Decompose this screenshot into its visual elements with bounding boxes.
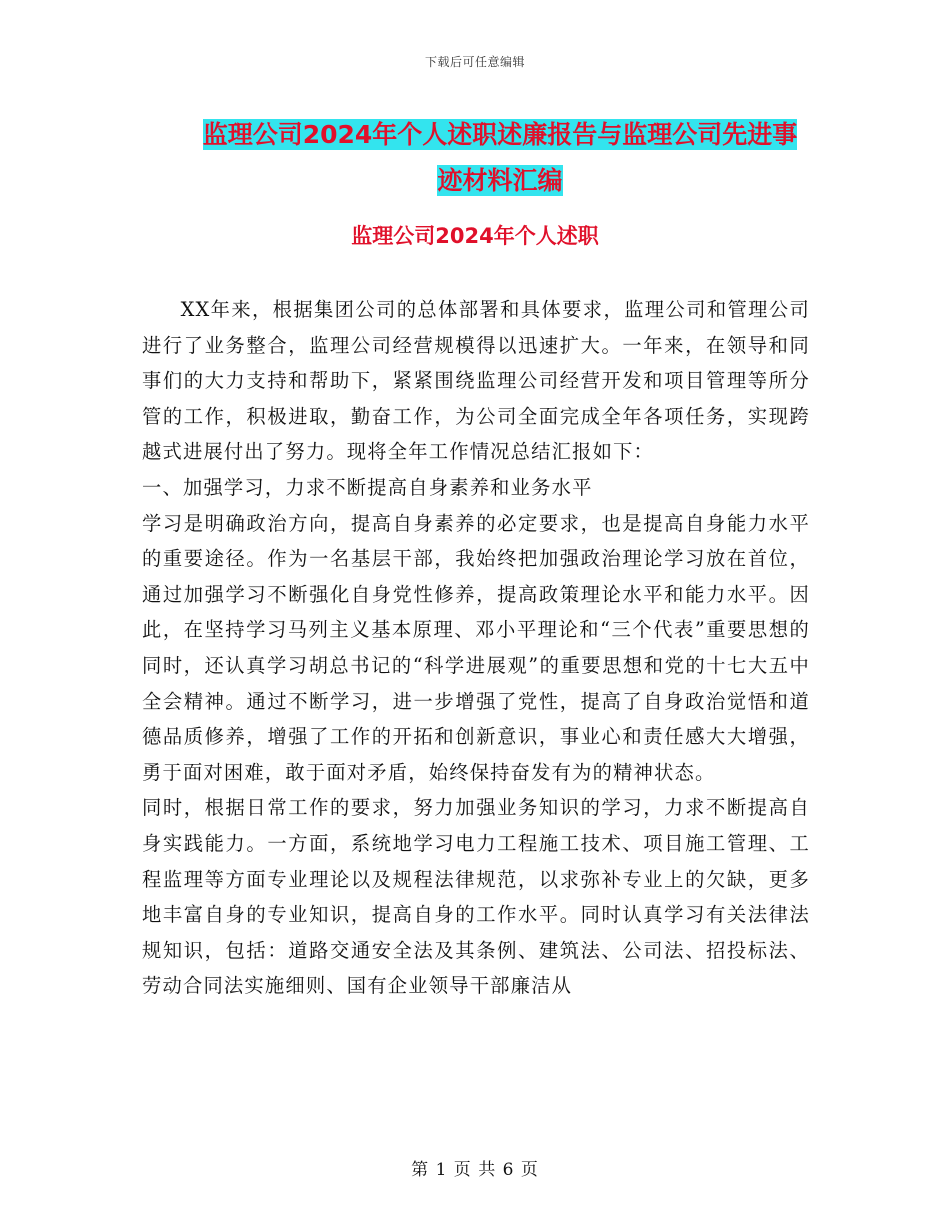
heading-section-1: 一、加强学习，力求不断提高自身素养和业务水平 [142,475,593,499]
section-title: 监理公司2024年个人述职 [351,224,599,248]
header-note: 下载后可任意编辑 [424,55,525,69]
paragraph-study: 学习是明确政治方向，提高自身素养的必定要求，也是提高自身能力水平的重要途径。作为一名基层干部，我始终把加强政治理论学习放在首位，通过加强学习不断强化自身党性修养，提高政策理论水平和能力水平。因此，在坚持学习马列主义基本原理、邓小平理论和“三个代表”重要思想的同时，还认真学习胡总书记的“科学进展观”的重要思想和党的十七大五中全会精神。通过不断学习，进一步增强了党性，提高了自身政治觉悟和道德品质修养，增强了工作的开拓和创新意识，事业心和责任感大大增强，勇于面对困难，敢于面对矛盾，始终保持奋发有为的精神状态。 [142,511,810,784]
paragraph-practice: 同时，根据日常工作的要求，努力加强业务知识的学习，力求不断提高自身实践能力。一方面，系统地学习电力工程施工技术、项目施工管理、工程监理等方面专业理论以及规程法律规范，以求弥补专业上的欠缺，更多地丰富自身的专业知识，提高自身的工作水平。同时认真学习有关法律法规知识，包括：道路交通安全法及其条例、建筑法、公司法、招投标法、劳动合同法实施细则、国有企业领导干部廉洁从 [142,796,810,998]
body-text [142,292,810,1004]
paragraph-intro: XX年来，根据集团公司的总体部署和具体要求，监理公司和管理公司进行了业务整合，监理公司经营规模得以迅速扩大。一年来，在领导和同事们的大力支持和帮助下，紧紧围绕监理公司经营开发和项目管理等所分管的工作，积极进取，勤奋工作，为公司全面完成全年各项任务，实现跨越式进展付出了努力。现将全年工作情况总结汇报如下： [142,298,810,464]
page-footer: 第 1 页 共 6 页 [411,1160,539,1180]
document-title-line-2: 迹材料汇编 [437,166,563,195]
document-title [150,112,850,204]
document-title-line-1: 监理公司2024年个人述职述廉报告与监理公司先进事 [202,120,798,149]
